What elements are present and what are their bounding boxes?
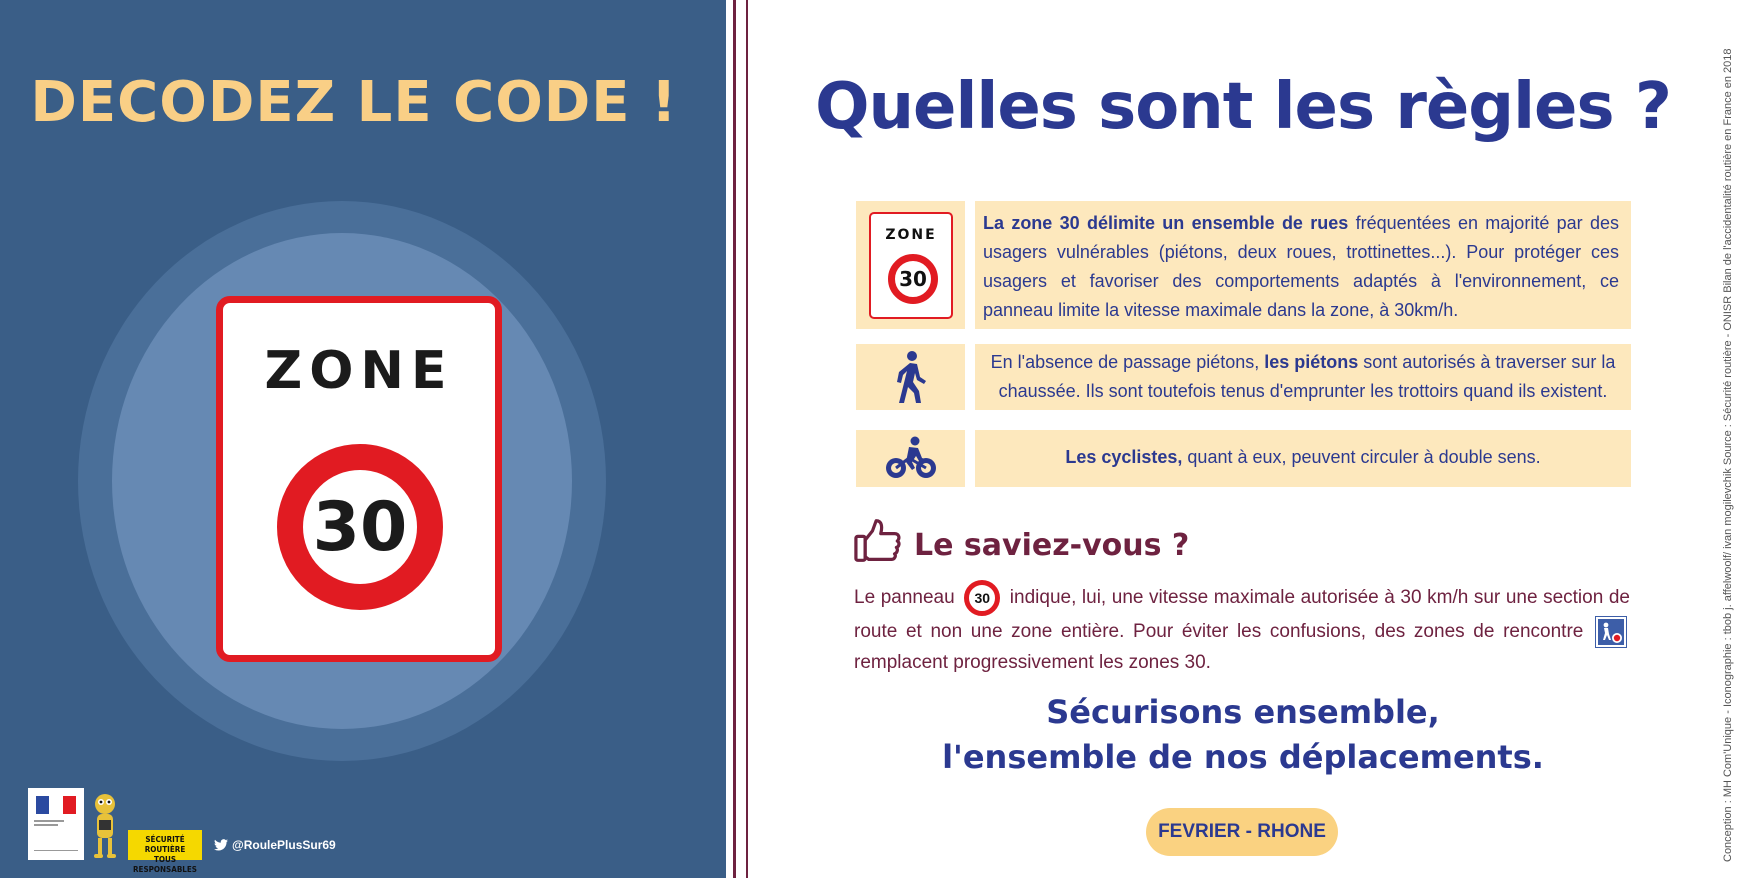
mascot-icon (88, 792, 122, 860)
sign-speed-value: 30 (312, 487, 408, 567)
pedestrian-icon (890, 349, 930, 405)
saviez-text (854, 580, 1630, 678)
saviez-part1: Le panneau (854, 587, 955, 609)
page-title: Quelles sont les règles ? (815, 70, 1671, 144)
badge-line1: SÉCURITÉ ROUTIÈRE (144, 835, 186, 854)
saviez-part3: remplacent progressivement les zones 30. (854, 652, 1211, 673)
rule-text (975, 430, 1631, 487)
thumbs-up-icon (854, 518, 902, 564)
date-badge: FEVRIER - RHONE (1146, 808, 1338, 856)
sign-zone-label: ZONE (264, 341, 454, 401)
small-sign-zone-label: ZONE (885, 227, 937, 243)
rule-icon-cell (856, 344, 965, 410)
rule-icon-cell (856, 430, 965, 487)
french-flag-icon (36, 796, 76, 814)
slogan (778, 690, 1708, 780)
zone-30-sign-icon (216, 296, 502, 662)
separator-line (733, 0, 736, 878)
securite-routiere-badge (128, 830, 202, 874)
cyclist-icon (885, 436, 937, 480)
credits-text: Conception : MH Com'Unique - Iconographie : tbob j. affelwoolf/ ivan mogilevchik Source : Sécurité routière - ONISR Bilan de l'accidentalité routière en France en 2018 (1722, 48, 1734, 862)
badge-line2: TOUS RESPONSABLES (133, 855, 197, 874)
rule-pre: En l'absence de passage piétons, (990, 352, 1265, 372)
zone-rencontre-sign-icon (1596, 617, 1626, 647)
twitter-handle: @RoulePlusSur69 (232, 838, 336, 852)
small-sign-speed: 30 (888, 254, 938, 304)
rule-body: sont autorisés à traverser sur la chaussée. Ils sont toutefois tenus d'emprunter les trottoirs quand ils existent. (998, 352, 1616, 401)
rule-icon-cell (856, 201, 965, 329)
rule-body: fréquentées en majorité par des usagers vulnérables (piétons, deux roues, trottinettes...). Pour protéger ces usagers et favoriser des comportements adaptés à l'environnement, ce panneau limite la vitesse maximale dans la zone, à 30km/h. (983, 213, 1619, 320)
twitter-icon (214, 839, 228, 851)
rule-bold: Les cyclistes, (1065, 447, 1183, 467)
rule-bold: les piétons (1264, 352, 1359, 372)
rule-body: quant à eux, peuvent circuler à double sens. (1182, 447, 1541, 467)
prefecture-logo (28, 788, 84, 860)
slogan-line2: l'ensemble de nos déplacements. (942, 738, 1544, 776)
rule-text (975, 344, 1631, 410)
rule-text (975, 201, 1631, 329)
slogan-line1: Sécurisons ensemble, (1046, 693, 1440, 731)
left-title: DECODEZ LE CODE ! (30, 70, 678, 135)
rule-bold: La zone 30 délimite un ensemble de rues (983, 213, 1349, 233)
left-panel (0, 0, 726, 878)
saviez-part2: indique, lui, une vitesse maximale autorisée à 30 km/h sur une section de route et non une zone entière. Pour éviter les confusions, des zones de rencontre (854, 587, 1630, 642)
speed-30-sign-icon: 30 (964, 580, 1000, 616)
saviez-title: Le saviez-vous ? (914, 528, 1190, 563)
twitter-link[interactable] (214, 838, 336, 852)
separator-line (746, 0, 748, 878)
zone-30-sign-icon (869, 212, 953, 319)
speed-limit-circle (277, 444, 443, 610)
